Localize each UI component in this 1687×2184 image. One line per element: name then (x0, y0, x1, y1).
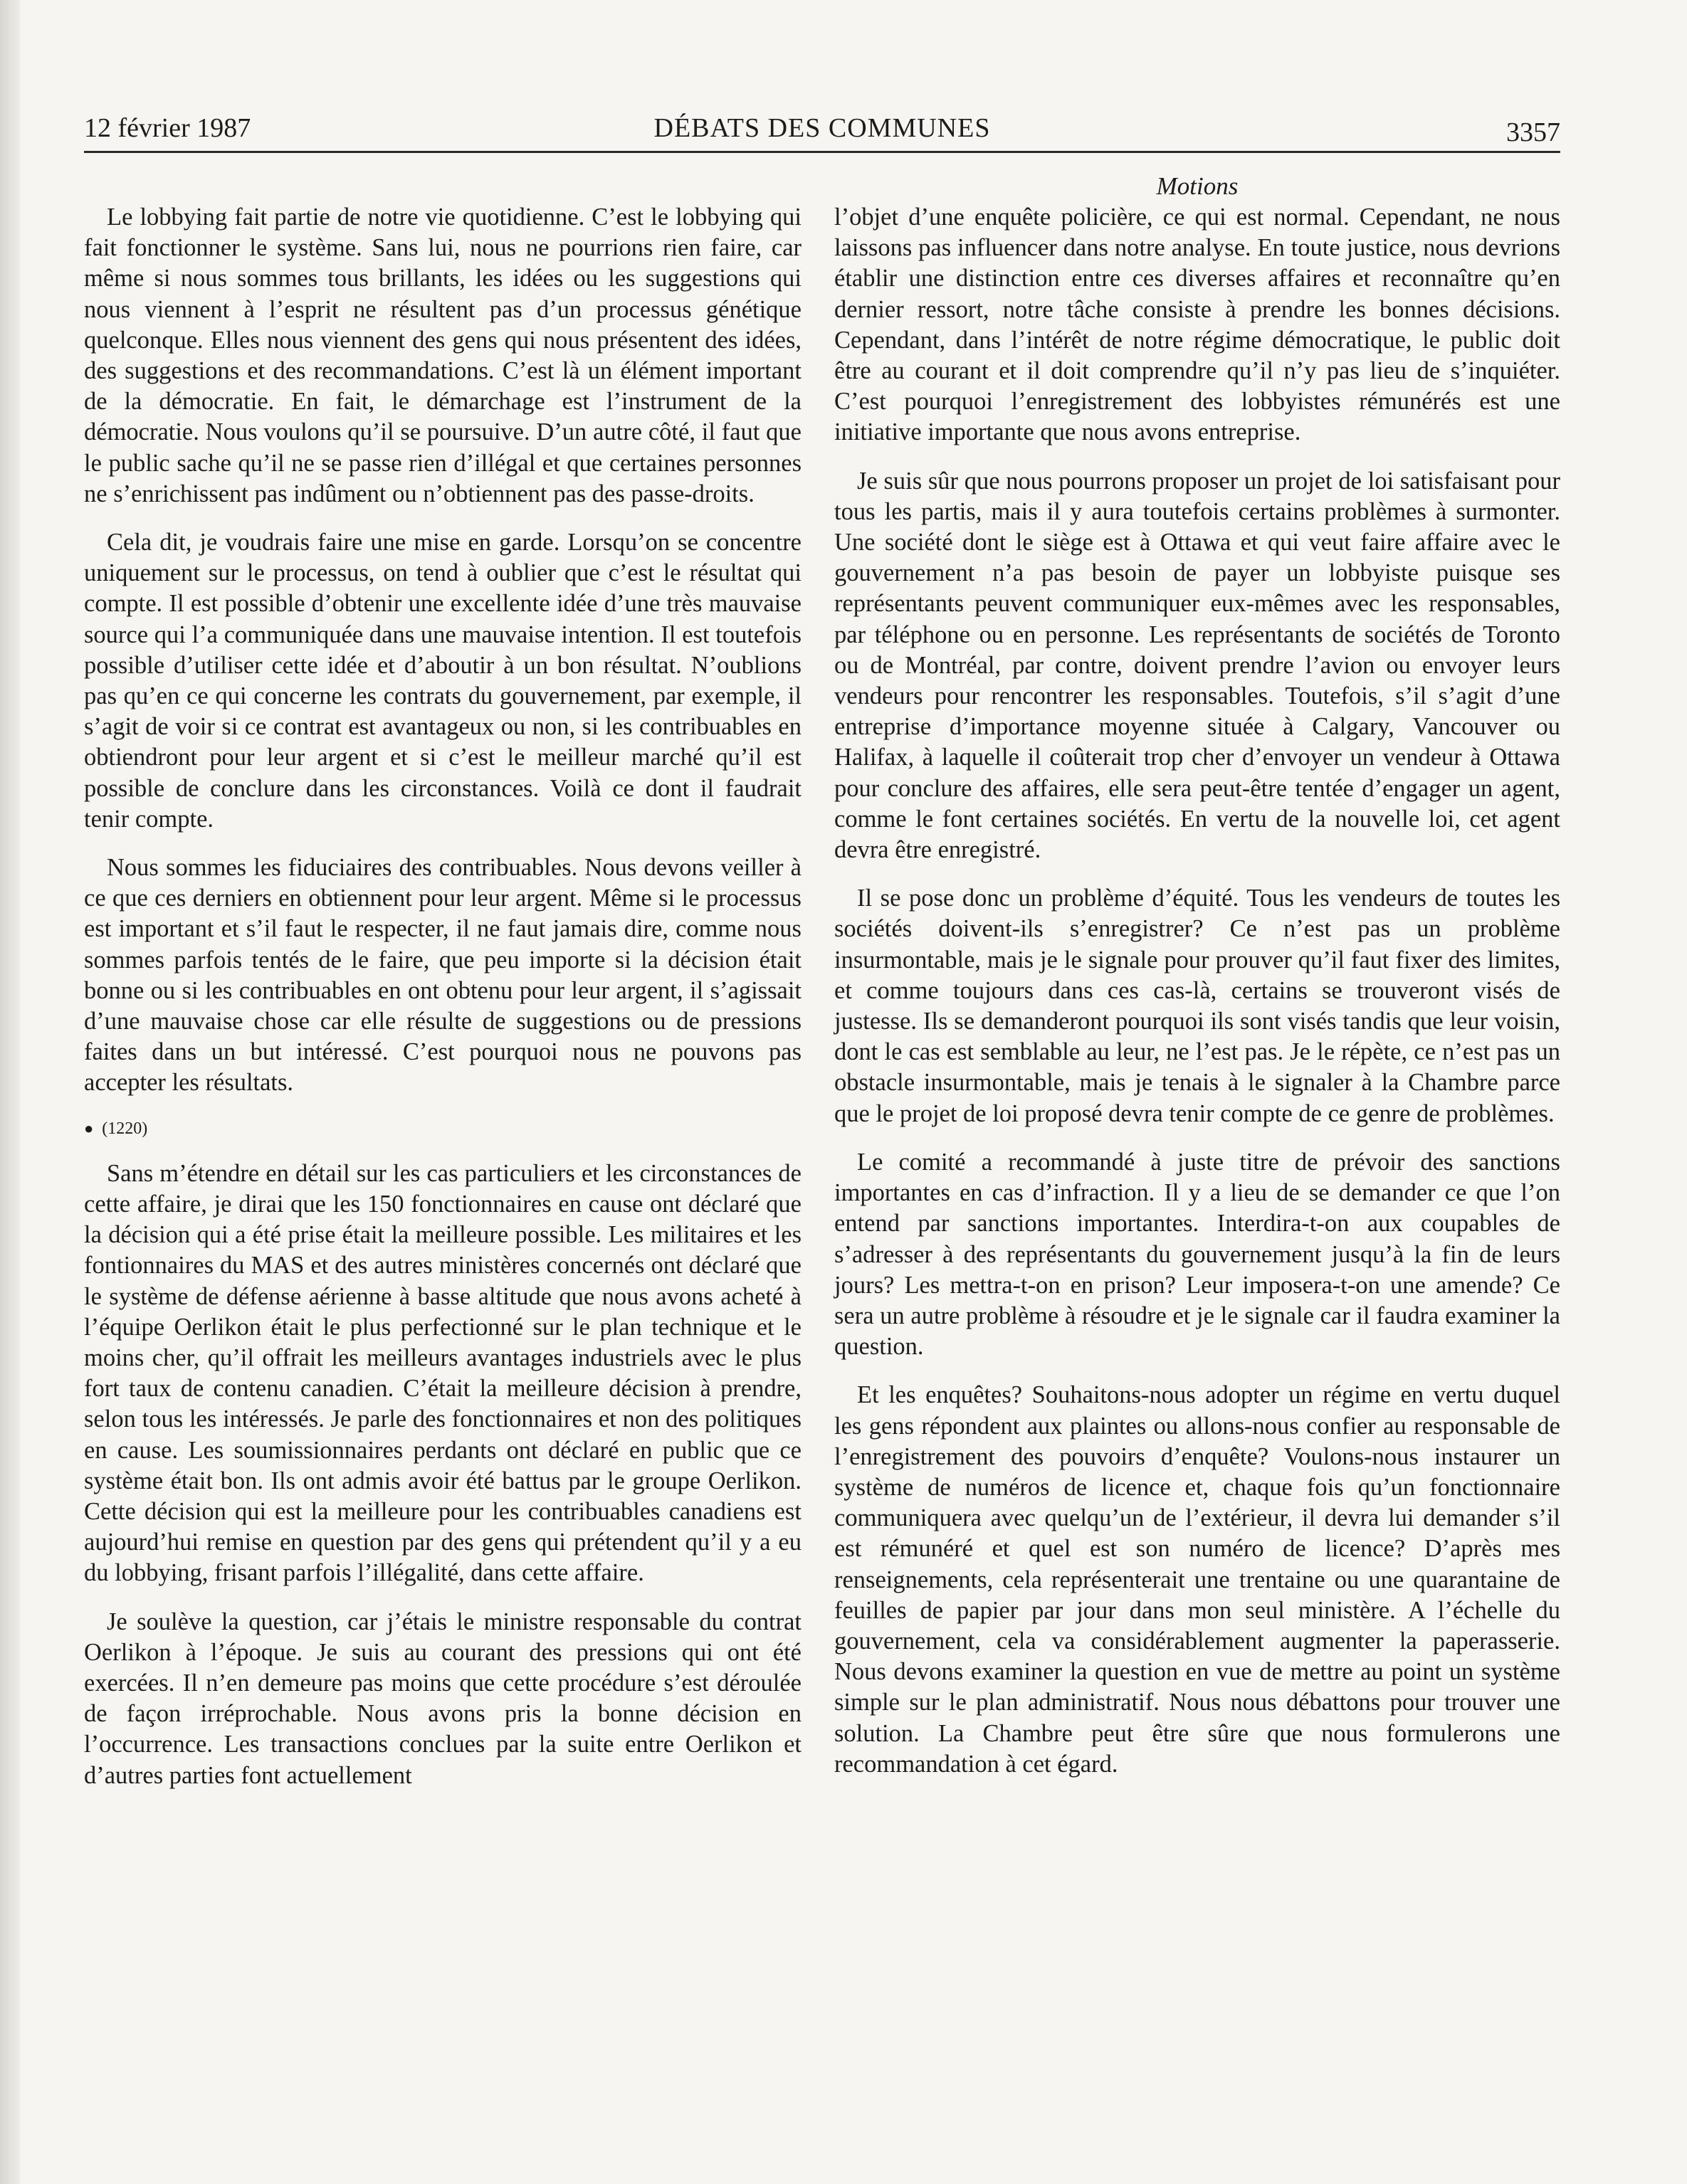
paragraph: Je soulève la question, car j’étais le ministre responsable du contrat Oerlikon à l’époque. Je suis au courant des pressions qui ont été exercées. Il n’en demeure pas moins que cette procédure s’est déroulée de façon irréprochable. Nous avons pris la bonne décision en l’occurrence. Les transactions conclues par la suite entre Oerlikon et d’autres parties font actuellement (84, 1608, 802, 1789)
paragraph: l’objet d’une enquête policière, ce qui est normal. Cependant, ne nous laissons pas influencer dans notre analyse. En toute justice, nous devrions établir une distinction entre ces diverses affaires et reconnaître qu’en dernier ressort, notre tâche consiste à prendre les bonnes décisions. Cependant, dans l’intérêt de notre régime démocratique, le public doit être au courant et il doit comprendre qu’il n’y pas lieu de s’inquiéter. C’est pourquoi l’enregistrement des lobbyistes rémunérés est une initiative importante que nous avons entreprise. (834, 204, 1560, 446)
page-number: 3357 (1506, 117, 1560, 147)
paragraph: Il se pose donc un problème d’équité. Tous les vendeurs de toutes les sociétés doivent-ils s’enregistrer? Ce n’est pas un problème insurmontable, mais je le signale pour prouver qu’il faut fixer des limites, et comme toujours dans ces cas-là, certains se trouveront visés de justesse. Ils se demanderont pourquoi ils sont visés tandis que leur voisin, dont le cas est semblable au leur, ne l’est pas. Je le répète, ce n’est pas un obstacle insurmontable, mais je tenais à le signaler à la Chambre parce que le projet de loi proposé devra tenir compte de ce genre de problèmes. (834, 885, 1560, 1127)
paragraph: Cela dit, je voudrais faire une mise en garde. Lorsqu’on se concentre uniquement sur le processus, on tend à oublier que c’est le résultat qui compte. Il est possible d’obtenir une excellente idée d’une très mauvaise source qui l’a communiquée dans une mauvaise intention. Il est toutefois possible d’utiliser cette idée et d’aboutir à un bon résultat. N’oublions pas qu’en ce qui concerne les contrats du gouvernement, par exemple, il s’agit de voir si ce contrat est avantageux ou non, si les contribuables en obtiendront pour leur argent et si c’est le meilleur marché qu’il est possible de conclure dans les circonstances. Voilà ce dont il faudrait tenir compte. (84, 529, 802, 833)
paragraph: Le comité a recommandé à juste titre de prévoir des sanctions importantes en cas d’infraction. Il y a lieu de se demander ce que l’on entend par sanctions importantes. Interdira-t-on aux coupables de s’adresser à des représentants du gouvernement jusqu’à la fin de leurs jours? Les mettra-t-on en prison? Leur imposera-t-on une amende? Ce sera un autre problème à résoudre et je le signale car il faudra examiner la question. (834, 1148, 1560, 1361)
left-column (84, 202, 802, 1809)
paragraph: Je suis sûr que nous pourrons proposer un projet de loi satisfaisant pour tous les partis, mais il y aura toutefois certains problèmes à surmonter. Une société dont le siège est à Ottawa et qui veut faire affaire avec le gouvernement n’a pas besoin de payer un lobbyiste puisque ses représentants peuvent communiquer eux-mêmes avec les responsables, par téléphone ou en personne. Les représentants de sociétés de Toronto ou de Montréal, par contre, doivent prendre l’avion ou envoyer leurs vendeurs pour rencontrer les responsables. Toutefois, s’il s’agit d’une entreprise d’importance moyenne située à Calgary, Vancouver ou Halifax, à laquelle il coûterait trop cher d’envoyer un vendeur à Ottawa pour conclure des affaires, elle sera peut-être tentée d’engager un agent, comme le font certaines sociétés. En vertu de la nouvelle loi, cet agent devra être enregistré. (834, 467, 1560, 864)
bullet-icon: ● (84, 1119, 94, 1137)
paragraph: Le lobbying fait partie de notre vie quotidienne. C’est le lobbying qui fait fonctionner le système. Sans lui, nous ne pourrions rien faire, car même si nous sommes tous brillants, les idées ou les suggestions qui nous viennent à l’esprit ne résultent pas d’un processus génétique quelconque. Elles nous viennent des gens qui nous présentent des idées, des suggestions et des recommandations. C’est là un élément important de la démocratie. En fait, le démarchage est l’instrument de la démocratie. Nous voulons qu’il se poursuive. D’un autre côté, il faut que le public sache qu’il ne se passe rien d’illégal et que certaines personnes ne s’enrichissent pas indûment ou n’obtiennent pas des passe-droits. (84, 204, 802, 507)
right-column (834, 202, 1560, 1798)
section-title: Motions (1156, 172, 1239, 200)
page-edge-shadow (0, 0, 20, 2184)
header-title: DÉBATS DES COMMUNES (653, 113, 991, 143)
header-date: 12 février 1987 (84, 113, 251, 143)
paragraph: Nous sommes les fiduciaires des contribuables. Nous devons veiller à ce que ces derniers en obtiennent pour leur argent. Même si le processus est important et s’il faut le respecter, il ne faut jamais dire, comme nous sommes parfois tentés de le faire, que peu importe si la décision était bonne ou si les contribuables en ont obtenu pour leur argent, il s’agissait d’une mauvaise chose car elle résulte de suggestions ou de pressions faites dans un but intéressé. C’est pourquoi nous ne pouvons pas accepter les résultats. (84, 854, 802, 1097)
paragraph: Sans m’étendre en détail sur les cas particuliers et les circonstances de cette affaire, je dirai que les 150 fonctionnaires en cause ont déclaré que la décision qui a été prise était la meilleure possible. Les militaires et les fontionnaires du MAS et des autres ministères concernés ont déclaré que le système de défense aérienne à basse altitude que nous avons acheté à l’équipe Oerlikon était le plus perfectionné sur le plan technique et le moins cher, qu’il offrait les meilleurs avantages industriels avec le plus fort taux de contenu canadien. C’était la meilleure décision à prendre, selon tous les intéressés. Je parle des fonctionnaires et non des politiques en cause. Les soumissionnaires perdants ont déclaré en public que ce système était bon. Ils ont admis avoir été battus par le groupe Oerlikon. Cette décision qui est la meilleure pour les contribuables canadiens est aujourd’hui remise en question par des gens qui prétendent qu’il y a eu du lobbying, frisant parfois l’illégalité, dans cette affaire. (84, 1159, 802, 1587)
time-marker (84, 1117, 802, 1141)
page-header (84, 108, 1560, 153)
time-marker-text: (1220) (102, 1119, 148, 1138)
paragraph: Et les enquêtes? Souhaitons-nous adopter un régime en vertu duquel les gens répondent aux plaintes ou allons-nous confier au responsable de l’enregistrement des pouvoirs d’enquête? Voulons-nous instaurer un système de numéros de licence et, chaque fois qu’un fonctionnaire communiquera avec quelqu’un de l’extérieur, il devra lui demander s’il est rémunéré et quel est son numéro de licence? D’après mes renseignements, cela représenterait une trentaine ou une quarantaine de feuilles de papier par jour dans mon seul ministère. A l’échelle du gouvernement, cela va considérablement augmenter la paperasserie. Nous devons examiner la question en vue de mettre au point un système simple sur le plan administratif. Nous nous débattons pour trouver une solution. La Chambre peut être sûre que nous formulerons une recommandation à cet égard. (834, 1381, 1560, 1778)
